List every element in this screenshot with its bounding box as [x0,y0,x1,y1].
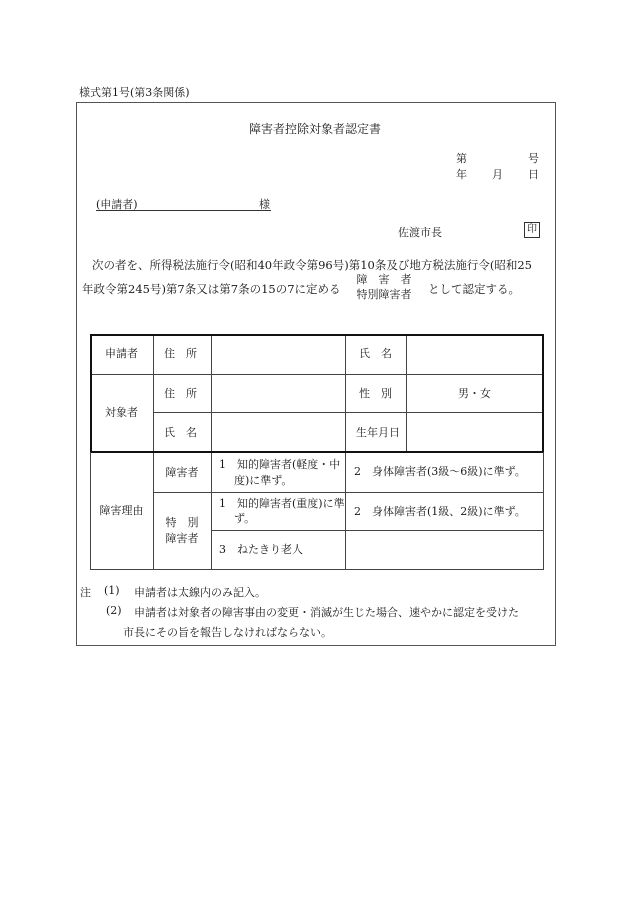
applicant-label: (申請者) [96,198,138,211]
reason-r1-right: 2 身体障害者(3級～6級)に準ず。 [354,465,526,478]
applicant-header: 申請者 [105,347,138,360]
subject-address-label: 住 所 [164,387,197,400]
form-label: 様式第1号(第3条関係) [79,86,190,99]
applicant-name-field[interactable] [407,335,542,374]
notes-label: 注 [80,586,91,599]
statement-line-2: 年政令第245号)第7条又は第7条の15の7に定める [82,282,341,296]
document-title: 障害者控除対象者認定書 [248,122,381,136]
applicant-address-field[interactable] [212,335,345,374]
note-1-number: (1) [104,584,120,597]
subject-header: 対象者 [105,406,138,419]
reason-special-label-2: 障害者 [165,532,199,545]
reason-special-label-1: 特 別 [165,516,199,529]
applicant-address-label: 住 所 [164,347,197,360]
statement-line-1: 次の者を、所得税法施行令(昭和40年政令第96号)第10条及び地方税法施行令(昭和25 [92,258,532,272]
note-1-text: 申請者は太線内のみ記入。 [134,586,266,599]
subject-birth-field[interactable] [407,413,542,451]
issuer-name: 佐渡市長 [398,226,442,239]
applicant-underline [96,210,271,211]
reason-r1-left-line-1: 1 知的障害者(軽度・中 [219,458,341,471]
disability-option-1: 障 害 者 [356,273,412,286]
subject-gender-value[interactable]: 男・女 [458,387,491,400]
reason-r2-right: 2 身体障害者(1級、2級)に準ず。 [354,505,526,518]
date-day: 日 [528,168,539,181]
reason-r1-left-line-2: 度)に準ず。 [234,474,293,487]
statement-suffix: として認定する。 [428,282,520,296]
applicant-sama: 様 [259,198,270,211]
subject-birth-label: 生年月日 [356,426,400,439]
certification-table [90,334,544,570]
seal-mark: 印 [524,222,540,238]
subject-name-field[interactable] [212,413,345,451]
disability-option-2: 特別障害者 [356,288,412,301]
date-year: 年 [456,168,467,181]
reason-header: 障害理由 [99,504,144,517]
date-month: 月 [492,168,503,181]
number-dai: 第 [456,152,467,165]
applicant-name-label: 氏 名 [359,347,392,360]
subject-address-field[interactable] [212,375,345,412]
note-2-text-line-2: 市長にその旨を報告しなければならない。 [123,626,332,639]
note-2-number: (2) [106,604,122,617]
subject-name-label: 氏 名 [164,426,197,439]
subject-gender-label: 性 別 [359,387,392,400]
reason-r2-left-line-1: 1 知的障害者(重度)に準 [219,497,345,510]
reason-r2-left-line-2: ず。 [234,512,256,525]
note-2-text-line-1: 申請者は対象者の障害事由の変更・消滅が生じた場合、速やかに認定を受けた [134,606,519,619]
reason-r3-left: 3 ねたきり老人 [219,543,303,556]
number-go: 号 [528,152,539,165]
reason-disabled-label: 障害者 [165,466,199,479]
